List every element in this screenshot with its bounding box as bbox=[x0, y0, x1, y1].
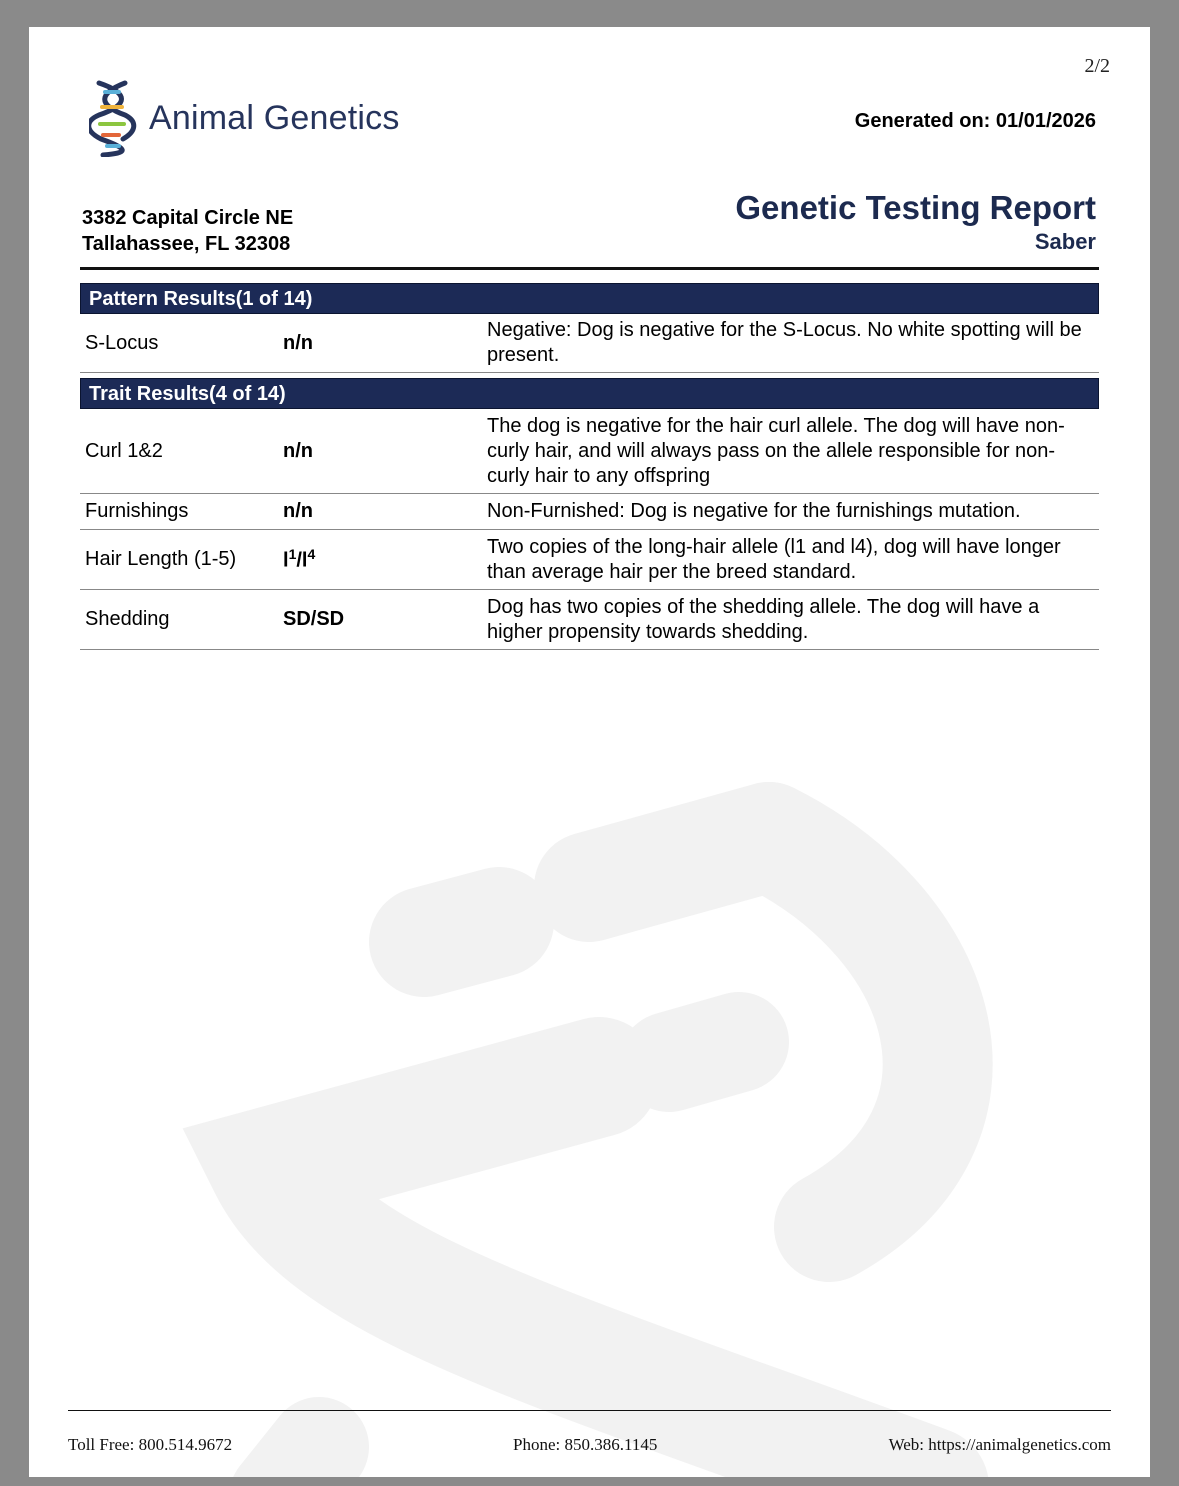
genotype: n/n bbox=[283, 439, 313, 462]
header-divider bbox=[80, 267, 1099, 270]
results-table bbox=[80, 283, 1099, 650]
report-subject: Saber bbox=[1034, 229, 1096, 254]
pattern-results-header: Pattern Results(1 of 14) bbox=[80, 283, 1099, 314]
brand-logo bbox=[89, 79, 400, 157]
report-page bbox=[29, 27, 1150, 1477]
allele-1-sup: 1 bbox=[288, 546, 297, 563]
trait-description: Negative: Dog is negative for the S-Locus. No white spotting will be present. bbox=[487, 319, 1082, 366]
table-row bbox=[80, 590, 1099, 650]
trait-name: Hair Length (1-5) bbox=[85, 548, 237, 570]
address-line2: Tallahassee, FL 32308 bbox=[82, 233, 291, 255]
footer-toll-free: Toll Free: 800.514.9672 bbox=[68, 1435, 233, 1454]
genotype: n/n bbox=[283, 500, 313, 522]
trait-description: Two copies of the long-hair allele (l1 and l4), dog will have longer than average hair per the breed standard. bbox=[487, 535, 1061, 583]
footer-web-link[interactable]: Web: https://animalgenetics.com bbox=[888, 1435, 1111, 1454]
genotype-separator: / bbox=[296, 549, 302, 572]
trait-name: Shedding bbox=[85, 608, 170, 630]
brand-name: Animal Genetics bbox=[149, 98, 400, 137]
footer-phone: Phone: 850.386.1145 bbox=[513, 1435, 658, 1454]
allele-2: l bbox=[301, 549, 308, 572]
trait-description: Dog has two copies of the shedding allele. The dog will have a higher propensity towards shedding. bbox=[487, 595, 1040, 643]
lab-address bbox=[82, 205, 293, 257]
page-number: 2/2 bbox=[1084, 55, 1110, 77]
genotype: n/n bbox=[283, 331, 313, 354]
trait-description: The dog is negative for the hair curl allele. The dog will have non-curly hair, and will always pass on the allele responsible for non-curly hair to any offspring bbox=[487, 414, 1065, 487]
trait-name: Furnishings bbox=[85, 500, 189, 522]
address-line1: 3382 Capital Circle NE bbox=[82, 207, 294, 229]
allele-1: l bbox=[283, 549, 289, 572]
allele-2-sup: 4 bbox=[307, 546, 316, 563]
dna-helix-icon bbox=[89, 79, 137, 157]
trait-name: Curl 1&2 bbox=[85, 439, 163, 462]
table-row bbox=[80, 530, 1099, 590]
report-title: Genetic Testing Report bbox=[735, 189, 1096, 226]
table-row bbox=[80, 494, 1099, 530]
genotype: SD/SD bbox=[283, 608, 345, 630]
trait-description: Non-Furnished: Dog is negative for the furnishings mutation. bbox=[487, 500, 1021, 522]
genotype bbox=[283, 546, 487, 573]
generated-date: Generated on: 01/01/2026 bbox=[854, 110, 1096, 132]
trait-results-header: Trait Results(4 of 14) bbox=[80, 378, 1099, 409]
table-row bbox=[80, 314, 1099, 373]
footer-divider bbox=[68, 1410, 1111, 1411]
table-row bbox=[80, 409, 1099, 494]
trait-name: S-Locus bbox=[85, 331, 159, 354]
